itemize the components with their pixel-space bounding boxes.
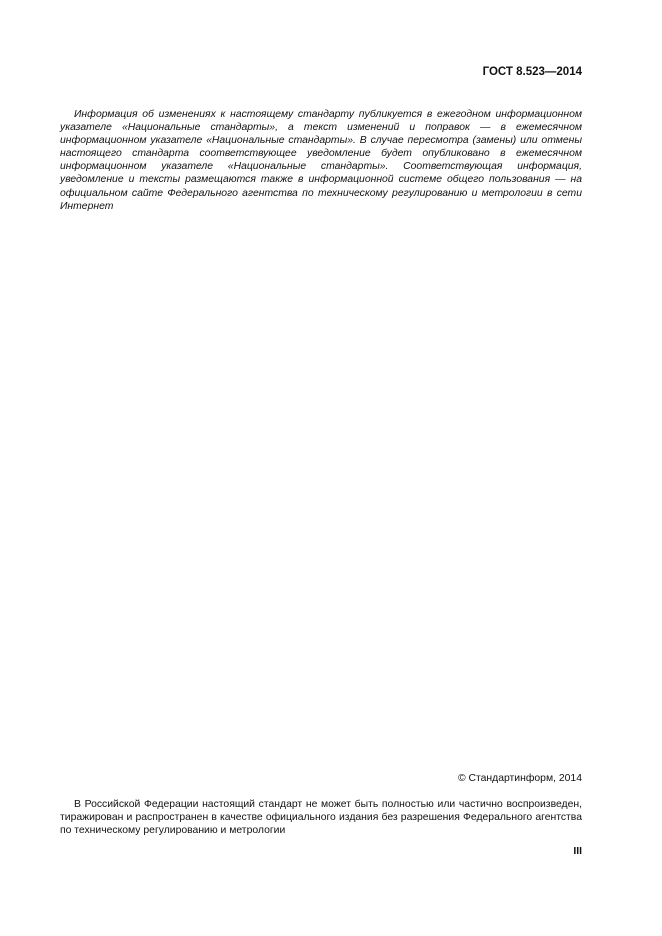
standard-number-header: ГОСТ 8.523—2014: [482, 66, 582, 78]
amendments-notice-text: Информация об изменениях к настоящему стандарту публикуется в ежегодном информационном указателе «Национальные стандарты», а текст изменений и поправок — в ежемесячном информационном указателе «Национальные стандарты». В случае пересмотра (замены) или отмены настоящего стандарта соответствующее уведомление будет опубликовано в ежемесячном информационном указателе «Национальные стандарты». Соответствующая информация, уведомление и тексты размещаются также в информационной системе общего пользования — на официальном сайте Федерального агентства по техническому регулированию и метрологии в сети Интернет: [60, 109, 582, 212]
amendments-notice: [60, 108, 582, 213]
page-number: III: [573, 846, 582, 857]
reproduction-restriction-text: В Российской Федерации настоящий стандарт не может быть полностью или частично воспроизведен, тиражирован и распространен в качестве официального издания без разрешения Федерального агентства по техническому регулированию и метрологии: [60, 799, 582, 837]
reproduction-restriction: [60, 798, 582, 837]
copyright-line: © Стандартинформ, 2014: [457, 773, 582, 784]
